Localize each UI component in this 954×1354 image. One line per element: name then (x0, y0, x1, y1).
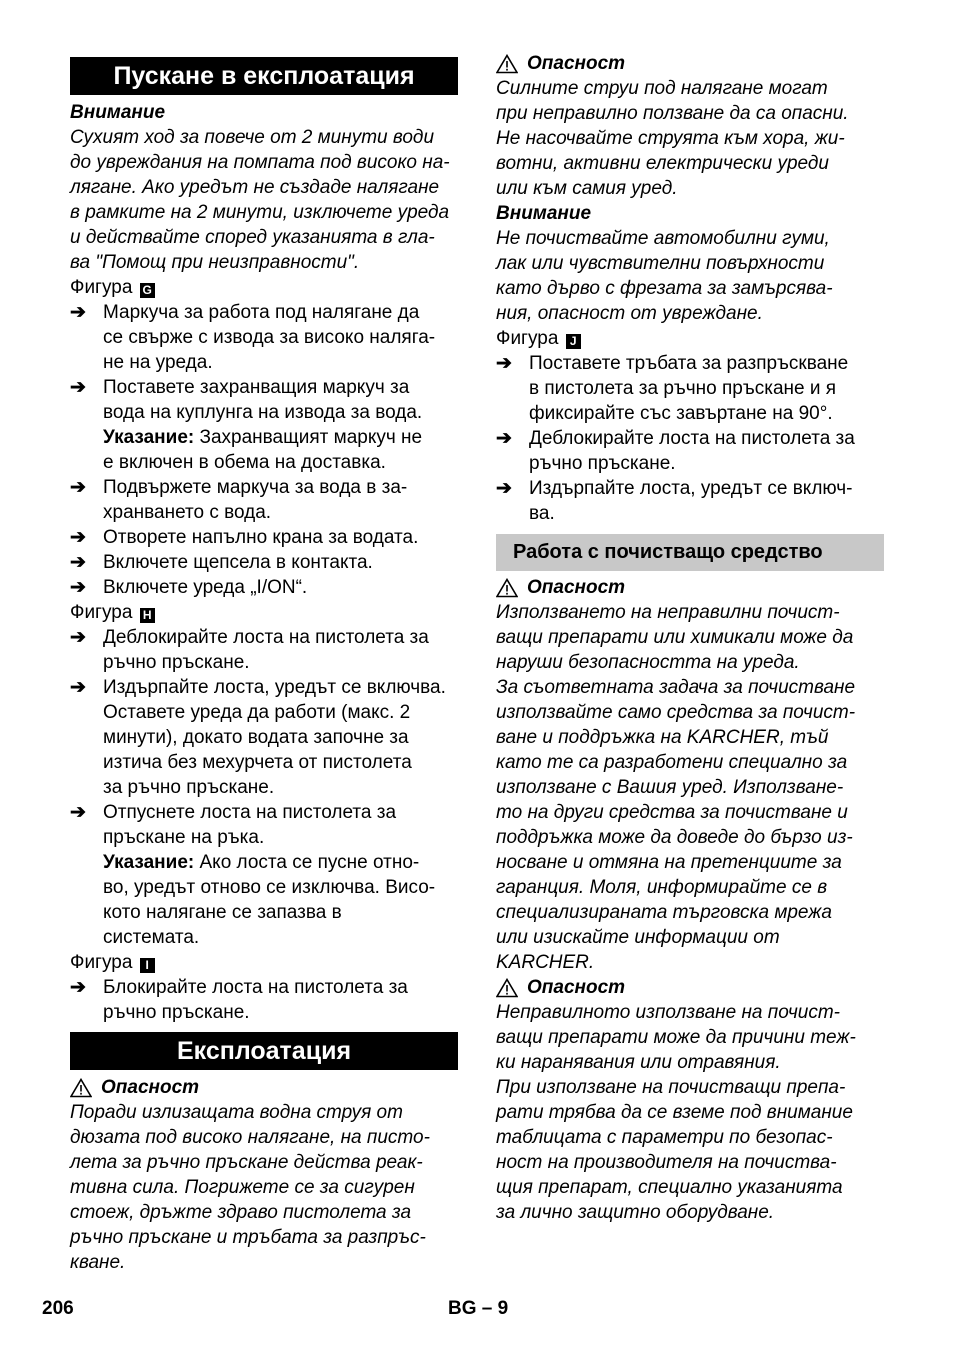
figure-reference-g: Фигура G (70, 275, 458, 300)
caution-title: Внимание (496, 203, 592, 224)
figure-i-badge: I (140, 958, 155, 973)
step-item: ➔ Отворете напълно крана за водата. (70, 527, 419, 548)
section-heading-operation: Експлоатация (70, 1032, 458, 1070)
step-item: ➔ Включете щепсела в контакта. (70, 552, 373, 573)
arrow-right-icon: ➔ (70, 802, 86, 823)
danger-text: Силните струи под налягане могат при неправилно ползване да са опасни. Не насочвайте струята към хора, жи- вотни, активни електрически уреди или към самия уред. (496, 78, 849, 199)
step-item: ➔ Поставете тръбата за разпръскване в пистолета за ръчно пръскане и я фиксирайте със завъртане на 90°. (496, 353, 849, 424)
warning-triangle-icon (496, 54, 518, 74)
danger-text: Поради излизащата водна струя от дюзата под високо налягане, на писто- лета за ръчно пръскане действа реак- тивна сила. Погрижете се за сигурен стоеж, дръжте здраво пистолета за ръчно пръскане и тръбата за разпръс- кване. (70, 1102, 430, 1273)
step-item: ➔ Деблокирайте лоста на пистолета за ръчно пръскане. (496, 428, 855, 474)
warning-triangle-icon (70, 1078, 92, 1098)
figure-reference-j: Фигура J (496, 326, 884, 351)
step-item: ➔ Отпуснете лоста на пистолета за пръскане на ръка. Указание: Ако лоста се пусне отно- во, уредът отново се изключва. Висо- кото налягане се запазва в системата. (70, 800, 458, 950)
arrow-right-icon: ➔ (70, 577, 86, 598)
danger-title: Опасност (496, 51, 884, 76)
warning-triangle-icon (496, 978, 518, 998)
danger-title: Опасност (496, 975, 884, 1000)
step-item: ➔ Издърпайте лоста, уредът се включва. Оставете уреда да работи (макс. 2 минути), докато водата започне за изтича без мехурчета от пистолета за ръчно пръскане. (70, 677, 446, 798)
arrow-right-icon: ➔ (496, 428, 512, 449)
step-item: ➔ Блокирайте лоста на пистолета за ръчно пръскане. (70, 977, 408, 1023)
arrow-right-icon: ➔ (70, 377, 86, 398)
caution-title: Внимание (70, 102, 166, 123)
figure-reference-h: Фигура H (70, 600, 458, 625)
arrow-right-icon: ➔ (496, 353, 512, 374)
figure-h-badge: H (140, 608, 155, 623)
arrow-right-icon: ➔ (70, 477, 86, 498)
step-item: ➔ Включете уреда „I/ON“. (70, 577, 308, 598)
page-number: 206 (42, 1298, 74, 1319)
note: Указание: Ако лоста се пусне отно- (103, 852, 420, 873)
step-item: ➔ Подвържете маркуча за вода в за- хранването с вода. (70, 477, 408, 523)
note: Указание: Захранващият маркуч не (103, 427, 423, 448)
danger-title: Опасност (70, 1075, 458, 1100)
arrow-right-icon: ➔ (70, 552, 86, 573)
figure-j-badge: J (566, 334, 581, 349)
right-column (496, 51, 884, 1225)
figure-reference-i: Фигура I (70, 950, 458, 975)
step-item: ➔ Деблокирайте лоста на пистолета за ръчно пръскане. (70, 627, 429, 673)
section-heading-commissioning: Пускане в експлоатация (70, 57, 458, 95)
danger-title: Опасност (496, 575, 884, 600)
arrow-right-icon: ➔ (70, 627, 86, 648)
arrow-right-icon: ➔ (70, 302, 86, 323)
section-heading-detergent: Работа с почистващо средство (496, 534, 884, 571)
caution-text: Сухият ход за повече от 2 минути води до увреждания на помпата под високо на- лягане. Ако уредът не създаде налягане в рамките на 2 минути, изключете уреда и действайте според указанията в гла- ва "Помощ при неизправности". (70, 127, 450, 273)
arrow-right-icon: ➔ (70, 527, 86, 548)
arrow-right-icon: ➔ (70, 977, 86, 998)
section-code: BG – 9 (448, 1298, 509, 1319)
danger-text: Използването на неправилни почист- ващи препарати или химикали може да наруши безопасността на уреда. За съответната задача за почистване използвайте само средства за почист- ване и поддръжка на KARCHER, тъй като те са разработени специално за използване с Вашия уред. Използване- то на други средства за почистване и поддръжка може да доведе до бързо из- носване и отмяна на претенциите за гаранция. Моля, информирайте се в специализираната търговска мрежа или изискайте информации от KARCHER. (496, 602, 856, 973)
left-column (70, 57, 458, 1275)
step-item: ➔ Поставете захранващия маркуч за вода на куплунга на извода за вода. Указание: Захранващият маркуч не е включен в обема на доставка. (70, 375, 458, 475)
caution-text: Не почиствайте автомобилни гуми, лак или чувствителни повърхности като дърво с фрезата за замърсява- ния, опасност от увреждане. (496, 228, 833, 324)
step-item: ➔ Маркуча за работа под налягане да се свърже с извода за високо наляга- не на уреда. (70, 302, 436, 373)
warning-triangle-icon (496, 578, 518, 598)
danger-text: Неправилното използване на почист- ващи препарати може да причини теж- ки наранявания или отравяния. При използване на почистващи препа- рати трябва да се вземе под внимание таблицата с параметри по безопас- ност на производителя на почиства- щия препарат, специално указанията за лично защитно оборудване. (496, 1002, 856, 1223)
arrow-right-icon: ➔ (496, 478, 512, 499)
figure-g-badge: G (140, 283, 155, 298)
step-item: ➔ Издърпайте лоста, уредът се включ- ва. (496, 478, 853, 524)
arrow-right-icon: ➔ (70, 677, 86, 698)
